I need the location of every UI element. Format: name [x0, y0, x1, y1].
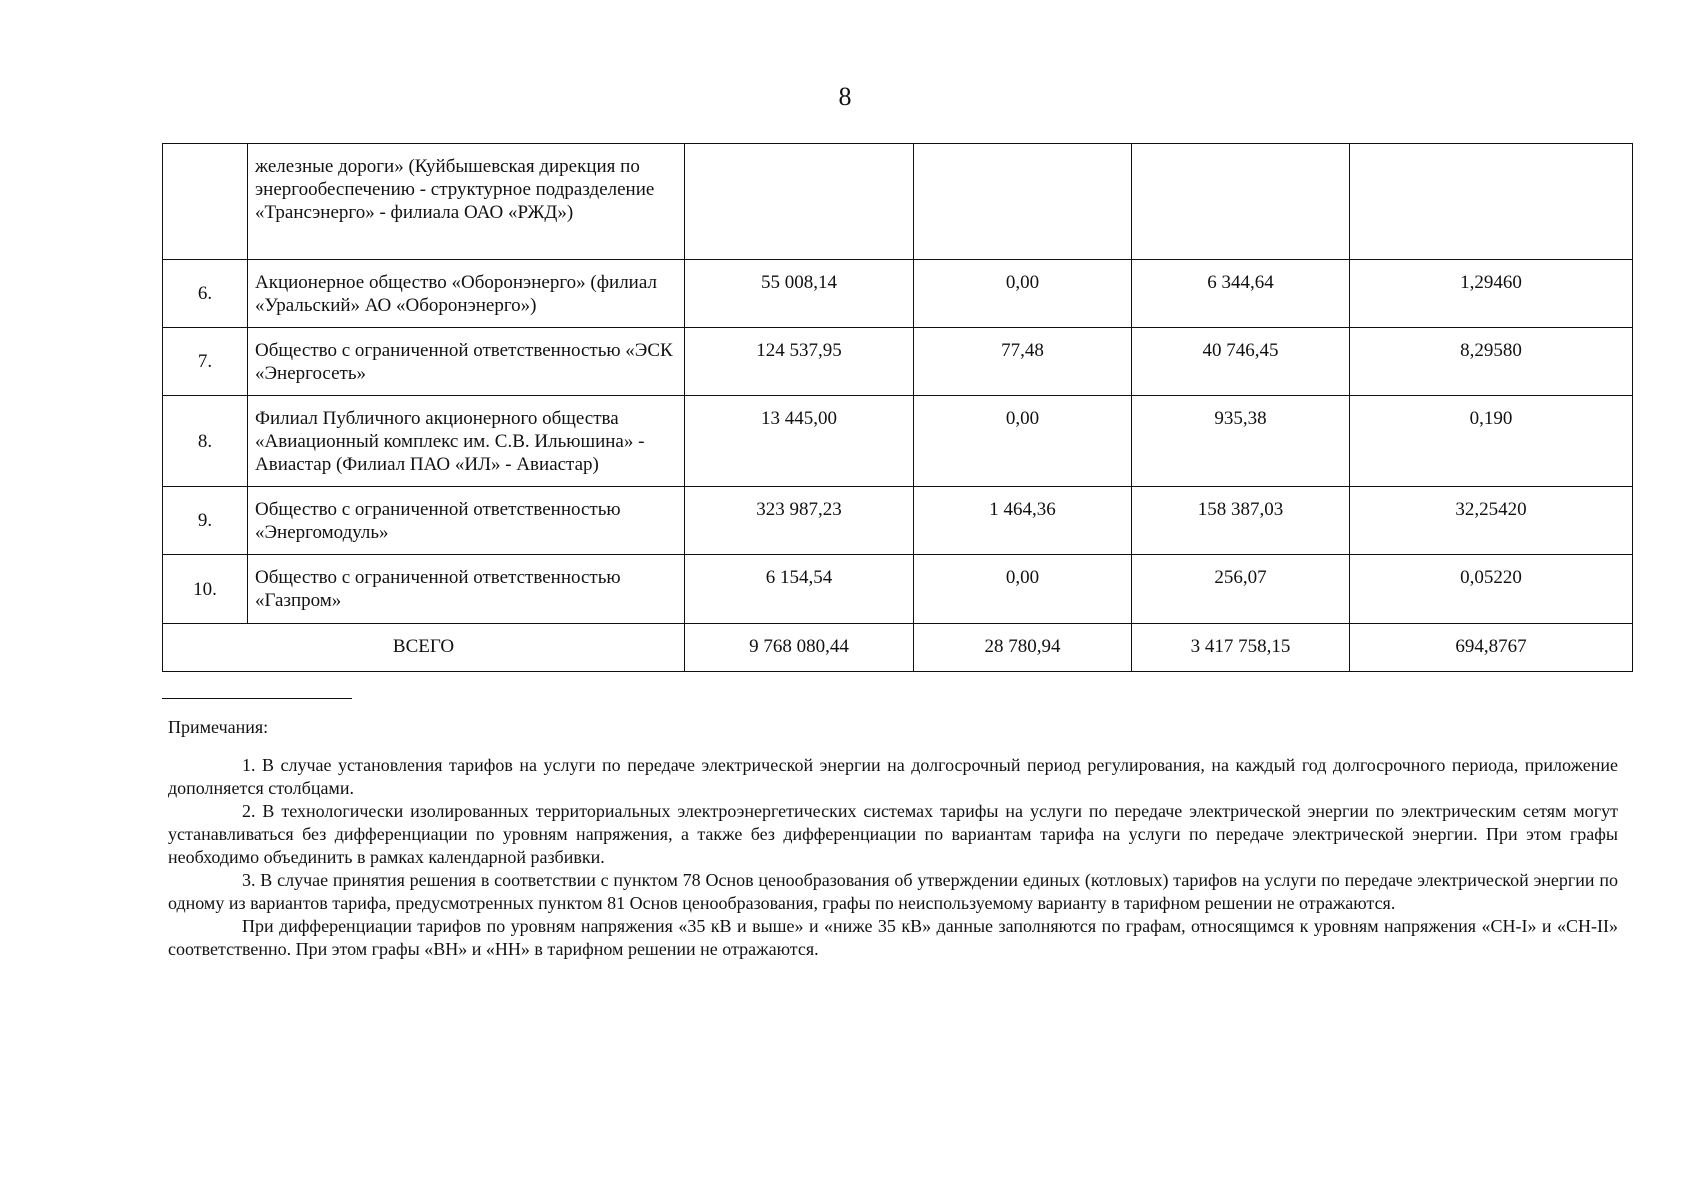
total-value-3: 3 417 758,15 — [1132, 624, 1350, 672]
row-number: 10. — [163, 555, 248, 624]
table-row — [163, 396, 1633, 487]
note-item: 3. В случае принятия решения в соответствии с пунктом 78 Основ ценообразования об утверждении единых (котловых) тарифов на услуги по передаче электрической энергии по одному из вариантов тарифа, предусмотренных пунктом 81 Основ ценообразования, графы по неиспользуемому варианту в тарифном решении не отражаются. — [168, 870, 1618, 913]
row-number: 7. — [163, 328, 248, 396]
value-cell-2 — [914, 144, 1132, 260]
value-cell-2: 0,00 — [914, 396, 1132, 487]
value-cell-1: 13 445,00 — [685, 396, 914, 487]
note-item: 1. В случае установления тарифов на услуги по передаче электрической энергии на долгосрочный период регулирования, на каждый год долгосрочного периода, приложение дополняется столбцами. — [168, 755, 1618, 798]
value-cell-2: 1 464,36 — [914, 487, 1132, 555]
value-cell-1 — [685, 144, 914, 260]
value-cell-4: 32,25420 — [1350, 487, 1633, 555]
row-number: 6. — [163, 260, 248, 328]
table-row — [163, 328, 1633, 396]
total-label: ВСЕГО — [163, 624, 685, 672]
row-number — [163, 144, 248, 260]
notes-heading: Примечания: — [168, 717, 269, 737]
table-row — [163, 487, 1633, 555]
value-cell-3: 935,38 — [1132, 396, 1350, 487]
value-cell-4: 8,29580 — [1350, 328, 1633, 396]
row-number: 9. — [163, 487, 248, 555]
organization-name: Общество с ограниченной ответственностью «ЭСК «Энергосеть» — [248, 328, 685, 396]
page-number: 8 — [838, 82, 852, 111]
value-cell-1: 55 008,14 — [685, 260, 914, 328]
value-cell-4: 1,29460 — [1350, 260, 1633, 328]
value-cell-2: 0,00 — [914, 555, 1132, 624]
value-cell-4: 0,05220 — [1350, 555, 1633, 624]
organization-name: Общество с ограниченной ответственностью «Энергомодуль» — [248, 487, 685, 555]
note-item: 2. В технологически изолированных территориальных электроэнергетических системах тарифы на услуги по передаче электрической энергии по электрическим сетям могут устанавливаться без дифференциации по уровням напряжения, а также без дифференциации по вариантам тарифа на услуги по передаче электрической энергии. При этом графы необходимо объединить в рамках календарной разбивки. — [168, 801, 1618, 867]
value-cell-1: 124 537,95 — [685, 328, 914, 396]
total-value-4: 694,8767 — [1350, 624, 1633, 672]
value-cell-1: 6 154,54 — [685, 555, 914, 624]
value-cell-3: 40 746,45 — [1132, 328, 1350, 396]
total-value-1: 9 768 080,44 — [685, 624, 914, 672]
table-row — [163, 260, 1633, 328]
organization-name: Общество с ограниченной ответственностью «Газпром» — [248, 555, 685, 624]
value-cell-3 — [1132, 144, 1350, 260]
notes-section — [168, 716, 1618, 961]
row-number: 8. — [163, 396, 248, 487]
value-cell-2: 0,00 — [914, 260, 1132, 328]
organization-name: железные дороги» (Куйбышевская дирекция по энергообеспечению - структурное подразделение «Трансэнерго» - филиала ОАО «РЖД») — [248, 144, 685, 260]
value-cell-3: 256,07 — [1132, 555, 1350, 624]
table-row — [163, 144, 1633, 260]
total-row — [163, 624, 1633, 672]
value-cell-4 — [1350, 144, 1633, 260]
value-cell-3: 158 387,03 — [1132, 487, 1350, 555]
total-value-2: 28 780,94 — [914, 624, 1132, 672]
note-item: При дифференциации тарифов по уровням напряжения «35 кВ и выше» и «ниже 35 кВ» данные заполняются по графам, относящимся к уровням напряжения «СН-I» и «СН-II» соответственно. При этом графы «ВН» и «НН» в тарифном решении не отражаются. — [168, 916, 1618, 959]
value-cell-1: 323 987,23 — [685, 487, 914, 555]
value-cell-3: 6 344,64 — [1132, 260, 1350, 328]
organization-name: Филиал Публичного акционерного общества «Авиационный комплекс им. С.В. Ильюшина» - Авиастар (Филиал ПАО «ИЛ» - Авиастар) — [248, 396, 685, 487]
organization-name: Акционерное общество «Оборонэнерго» (филиал «Уральский» АО «Оборонэнерго») — [248, 260, 685, 328]
footnote-divider — [162, 698, 352, 699]
value-cell-2: 77,48 — [914, 328, 1132, 396]
value-cell-4: 0,190 — [1350, 396, 1633, 487]
table-row — [163, 555, 1633, 624]
tariff-table — [162, 143, 1633, 672]
